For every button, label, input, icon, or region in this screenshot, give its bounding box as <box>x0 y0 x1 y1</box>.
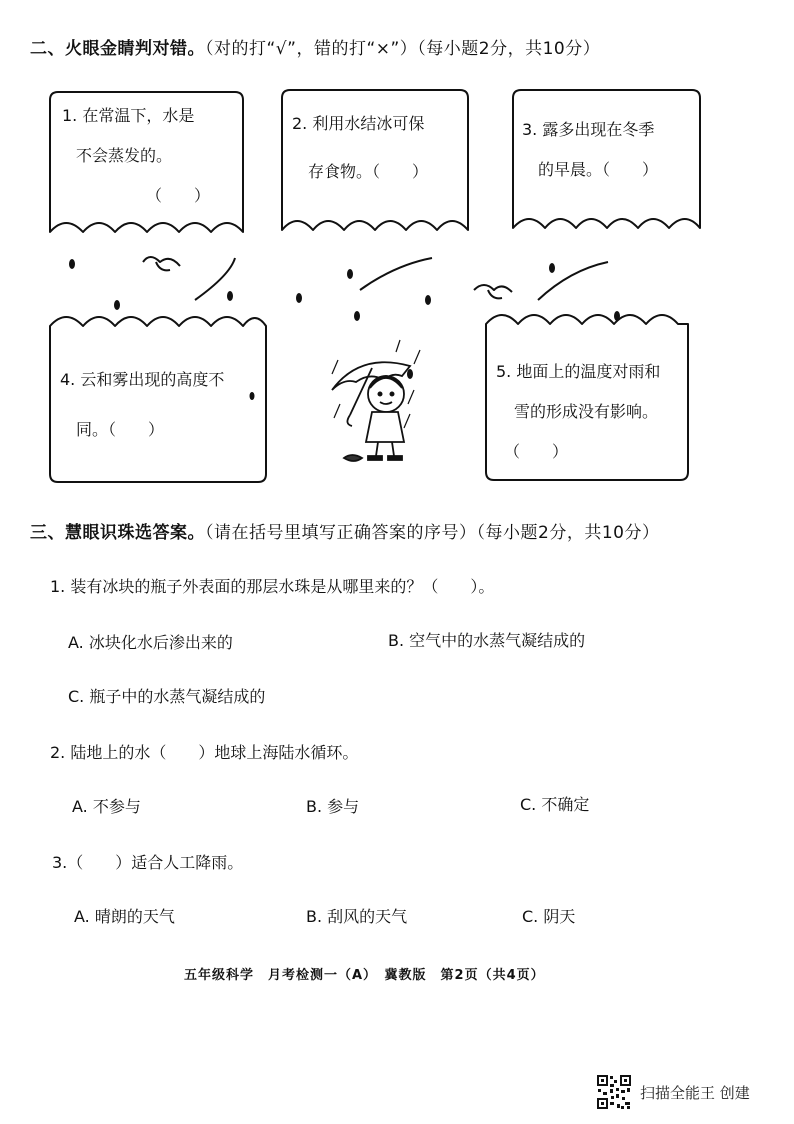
section-3-heading <box>30 518 659 543</box>
section-2-title: 二、火眼金睛判对错。 <box>30 39 205 59</box>
bird-icon <box>474 285 512 298</box>
judge-item-1-line2: 不会蒸发的。 <box>76 146 173 165</box>
judge-item-3 <box>522 110 698 190</box>
judge-item-1 <box>62 96 240 216</box>
judge-item-1-line1: 1. 在常温下，水是 <box>62 106 195 125</box>
judge-item-3-line1: 3. 露多出现在冬季 <box>522 120 655 139</box>
judge-item-4-line2[interactable]: 同。（ ） <box>76 420 165 439</box>
question-2-option-c[interactable]: C. 不确定 <box>520 795 590 814</box>
page-footer: 五年级科学 月考检测一（A） 冀教版 第2页（共4页） <box>184 968 545 983</box>
judge-item-3-line2[interactable]: 的早晨。（ ） <box>538 160 659 179</box>
judge-item-5-line2: 雪的形成没有影响。 <box>514 402 659 421</box>
section-3-instruction: （请在括号里填写正确答案的序号）（每小题2分，共10分） <box>205 523 660 543</box>
question-1-stem: 1. 装有冰块的瓶子外表面的那层水珠是从哪里来的？（ ）。 <box>50 577 495 596</box>
scanner-watermark: 扫描全能王 创建 <box>640 1084 750 1102</box>
judge-item-5 <box>496 352 686 472</box>
judge-item-5-line1: 5. 地面上的温度对雨和 <box>496 362 661 381</box>
judge-item-4-line1: 4. 云和雾出现的高度不 <box>60 370 225 389</box>
section-2-heading <box>30 34 600 59</box>
question-1-option-b[interactable]: B. 空气中的水蒸气凝结成的 <box>388 631 586 650</box>
question-1-option-c[interactable]: C. 瓶子中的水蒸气凝结成的 <box>68 687 266 706</box>
girl-with-umbrella-illustration <box>332 340 420 461</box>
section-2-instruction: （对的打“√”，错的打“×”）（每小题2分，共10分） <box>205 39 601 59</box>
section-3-title: 三、慧眼识珠选答案。 <box>30 523 205 543</box>
judge-item-2-line1: 2. 利用水结冰可保 <box>292 114 425 133</box>
judge-item-5-answer-blank[interactable]: （ ） <box>504 442 569 461</box>
question-2-stem: 2. 陆地上的水（ ）地球上海陆水循环。 <box>50 743 359 762</box>
wind-line <box>360 258 432 290</box>
question-1-option-a[interactable]: A. 冰块化水后渗出来的 <box>68 633 233 652</box>
wind-line <box>538 262 608 300</box>
question-3-option-a[interactable]: A. 晴朗的天气 <box>74 907 175 926</box>
judge-item-2 <box>292 104 464 192</box>
judge-item-1-answer-blank[interactable]: （ ） <box>146 186 211 205</box>
question-3-option-b[interactable]: B. 刮风的天气 <box>306 907 408 926</box>
question-3-option-c[interactable]: C. 阴天 <box>522 907 576 926</box>
question-3-stem: 3.（ ）适合人工降雨。 <box>52 853 244 872</box>
bird-icon <box>143 257 180 270</box>
question-2-option-a[interactable]: A. 不参与 <box>72 797 141 816</box>
judge-item-4 <box>60 360 264 450</box>
qr-code-icon <box>596 1074 632 1110</box>
judge-item-2-line2[interactable]: 存食物。（ ） <box>308 162 429 181</box>
question-2-option-b[interactable]: B. 参与 <box>306 797 360 816</box>
